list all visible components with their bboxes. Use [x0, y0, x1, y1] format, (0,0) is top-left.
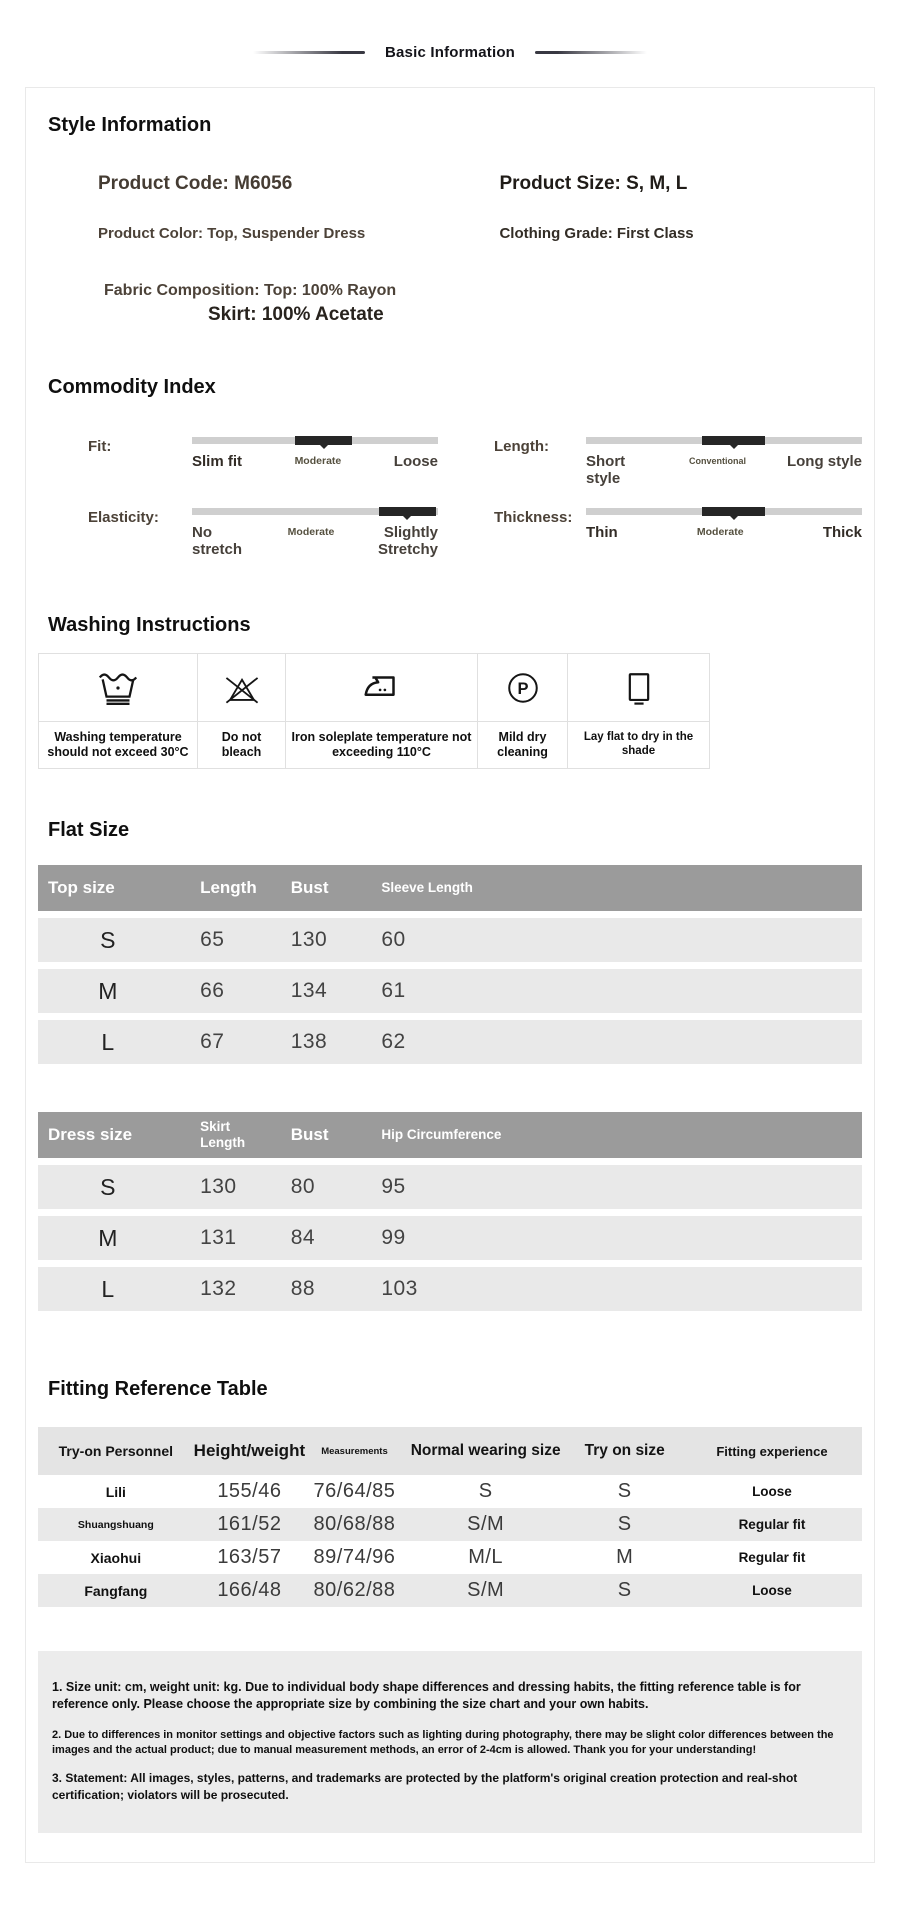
fit-option-moderate: Moderate: [294, 455, 342, 467]
fit-slider-track: [192, 437, 438, 444]
do-not-bleach-icon: [197, 654, 285, 722]
column-header: Skirt Length: [178, 1112, 269, 1158]
value-cell: S: [567, 1574, 681, 1607]
value-cell: 60: [359, 918, 862, 962]
value-cell: 161/52: [194, 1508, 305, 1541]
thickness-slider-indicator: [702, 507, 765, 516]
column-header: Normal wearing size: [404, 1427, 568, 1475]
elasticity-label: Elasticity:: [88, 508, 159, 526]
value-cell: 88: [269, 1267, 360, 1311]
table-row: [38, 1541, 862, 1574]
value-cell: 89/74/96: [313, 1546, 396, 1568]
iron-low-temp-icon: [285, 654, 477, 722]
experience-cell: Loose: [682, 1574, 862, 1607]
value-cell: 130: [269, 918, 360, 962]
value-cell: M/L: [468, 1546, 504, 1568]
length-slider: [586, 437, 862, 488]
person-cell: Shuangshuang: [38, 1508, 194, 1541]
dress-size-table: [38, 1105, 862, 1318]
value-cell: 130: [178, 1165, 269, 1209]
fabric-composition-skirt: Skirt: 100% Acetate: [208, 304, 384, 325]
table-header-row: [38, 1427, 862, 1475]
flat-size-title: Flat Size: [48, 819, 130, 841]
value-cell: M: [616, 1546, 634, 1568]
note-color-difference: 2. Due to differences in monitor settings and objective factors such as lighting during photography, there may be slight color differences between the images and the actual product; due to manual measurement methods, an error of 2-4cm is allowed. Thank you for your understanding!: [52, 1728, 834, 1756]
table-row: [38, 969, 862, 1013]
column-header: Bust: [269, 865, 360, 911]
person-cell: Xiaohui: [90, 1549, 142, 1566]
value-cell: 155/46: [217, 1480, 282, 1502]
wash-tub-30-icon: [39, 654, 197, 722]
person-cell: Lili: [105, 1483, 126, 1500]
size-cell: S: [38, 1165, 178, 1209]
value-cell: 66: [178, 969, 269, 1013]
washing-instructions-table: [38, 653, 710, 769]
column-header: Length: [178, 865, 269, 911]
value-cell: 65: [178, 918, 269, 962]
elasticity-slider-track: [192, 508, 438, 515]
value-cell: S: [478, 1480, 493, 1502]
wash-instruction-label: Lay flat to dry in the shade: [567, 722, 709, 768]
thickness-option-moderate: Moderate: [696, 525, 744, 538]
length-option-long: Long style: [786, 453, 862, 470]
fitting-reference-title: Fitting Reference Table: [48, 1378, 268, 1400]
fit-slider-indicator: [295, 436, 352, 445]
fabric-composition: [38, 282, 862, 326]
svg-text:P: P: [516, 679, 529, 698]
table-header-row: [38, 1112, 862, 1158]
person-cell: Fangfang: [38, 1574, 194, 1607]
value-cell: 62: [359, 1020, 862, 1064]
value-cell: 84: [269, 1216, 360, 1260]
dry-flat-shade-icon: [567, 654, 709, 722]
column-header: Dress size: [38, 1112, 178, 1158]
thickness-label: Thickness:: [494, 508, 573, 526]
fabric-composition-top: Fabric Composition: Top: 100% Rayon: [104, 282, 397, 299]
table-row: [38, 1508, 862, 1541]
table-row: [38, 918, 862, 962]
disclaimer-notes: [38, 1651, 862, 1833]
value-cell: S/M: [404, 1574, 568, 1607]
elasticity-option-stretchy: Slightly Stretchy: [377, 523, 438, 558]
column-header: Try on size: [567, 1427, 681, 1475]
table-row: [38, 1020, 862, 1064]
value-cell: S/M: [404, 1508, 568, 1541]
fitting-reference-table: [38, 1427, 862, 1607]
value-cell: 103: [359, 1267, 862, 1311]
column-header: Top size: [38, 865, 178, 911]
thickness-option-thin: Thin: [586, 523, 618, 541]
value-cell: 132: [178, 1267, 269, 1311]
wash-instruction-label: Iron soleplate temperature not exceeding 110°C: [285, 722, 477, 768]
value-cell: 67: [178, 1020, 269, 1064]
thickness-slider-track: [586, 508, 862, 515]
fit-option-slim: Slim fit: [192, 453, 243, 470]
value-cell: 131: [178, 1216, 269, 1260]
length-option-short: Short style: [586, 453, 626, 488]
wash-instruction-label: Do not bleach: [197, 722, 285, 768]
value-cell: 99: [359, 1216, 862, 1260]
table-row: [38, 1574, 862, 1607]
page-header: [0, 0, 900, 87]
table-row: [38, 1165, 862, 1209]
value-cell: 163/57: [217, 1546, 282, 1568]
wash-instruction-label: Washing temperature should not exceed 30°C: [47, 730, 189, 759]
length-slider-track: [586, 437, 862, 444]
value-cell: S: [617, 1480, 632, 1502]
column-header: Bust: [269, 1112, 360, 1158]
top-size-table: [38, 858, 862, 1071]
elasticity-option-nostretch: No stretch: [192, 523, 243, 558]
thickness-slider-row: [448, 508, 862, 559]
value-cell: 80/68/88: [305, 1508, 404, 1541]
length-option-conventional: Conventional: [688, 456, 746, 466]
commodity-index-title: Commodity Index: [48, 376, 216, 398]
size-cell: L: [38, 1267, 178, 1311]
table-header-row: [38, 865, 862, 911]
column-header: Measurements: [305, 1427, 404, 1475]
column-header: Height/weight: [194, 1427, 305, 1475]
fit-option-loose: Loose: [393, 453, 438, 470]
info-card: [25, 87, 875, 1863]
product-color: Product Color: Top, Suspender Dress: [98, 225, 366, 242]
length-slider-row: [448, 437, 862, 488]
column-header: Hip Circumference: [359, 1112, 862, 1158]
page-title: Basic Information: [384, 44, 516, 61]
size-cell: L: [38, 1020, 178, 1064]
fit-slider: [192, 437, 438, 470]
thickness-option-thick: Thick: [822, 523, 862, 541]
experience-cell: Loose: [752, 1484, 792, 1499]
commodity-index-grid: [38, 437, 862, 558]
fit-label: Fit:: [88, 438, 112, 455]
clothing-grade: Clothing Grade: First Class: [499, 225, 694, 242]
note-size-unit: 1. Size unit: cm, weight unit: kg. Due to individual body shape differences and dressing habits, the fitting reference table is for reference only. Please choose the appropriate size by combining the size chart and your own habits.: [52, 1680, 801, 1711]
column-header: Fitting experience: [682, 1427, 862, 1475]
size-cell: M: [38, 969, 178, 1013]
experience-cell: Regular fit: [682, 1508, 862, 1541]
style-information-grid: [38, 173, 862, 242]
table-row: [38, 1267, 862, 1311]
elasticity-slider-indicator: [379, 507, 436, 516]
column-header: Sleeve Length: [359, 865, 862, 911]
length-slider-indicator: [702, 436, 765, 445]
value-cell: 95: [359, 1165, 862, 1209]
wash-instruction-label: Mild dry cleaning: [477, 722, 567, 768]
value-cell: 76/64/85: [313, 1480, 396, 1502]
length-label: Length:: [494, 438, 549, 455]
value-cell: 61: [359, 969, 862, 1013]
size-cell: M: [38, 1216, 178, 1260]
table-row: [38, 1475, 862, 1508]
value-cell: 80/62/88: [305, 1574, 404, 1607]
table-row: [38, 1216, 862, 1260]
value-cell: 134: [269, 969, 360, 1013]
elasticity-slider: [192, 508, 438, 559]
dry-clean-p-icon: [477, 654, 567, 722]
decorative-line-right: [535, 51, 647, 54]
note-statement: 3. Statement: All images, styles, patterns, and trademarks are protected by the platform's original creation protection and real-shot certification; violators will be prosecuted.: [52, 1771, 798, 1802]
value-cell: 80: [269, 1165, 360, 1209]
thickness-slider: [586, 508, 862, 541]
elasticity-slider-row: [88, 508, 448, 559]
fit-slider-row: [88, 437, 448, 488]
experience-cell: Regular fit: [738, 1550, 806, 1565]
value-cell: S: [567, 1508, 681, 1541]
size-cell: S: [38, 918, 178, 962]
product-size: Product Size: S, M, L: [499, 173, 688, 194]
product-code: Product Code: M6056: [98, 173, 293, 194]
style-information-title: Style Information: [48, 114, 212, 136]
washing-instructions-title: Washing Instructions: [48, 614, 251, 636]
value-cell: 138: [269, 1020, 360, 1064]
elasticity-option-moderate: Moderate: [287, 525, 335, 538]
column-header: Try-on Personnel: [38, 1427, 194, 1475]
value-cell: 166/48: [194, 1574, 305, 1607]
decorative-line-left: [253, 51, 365, 54]
